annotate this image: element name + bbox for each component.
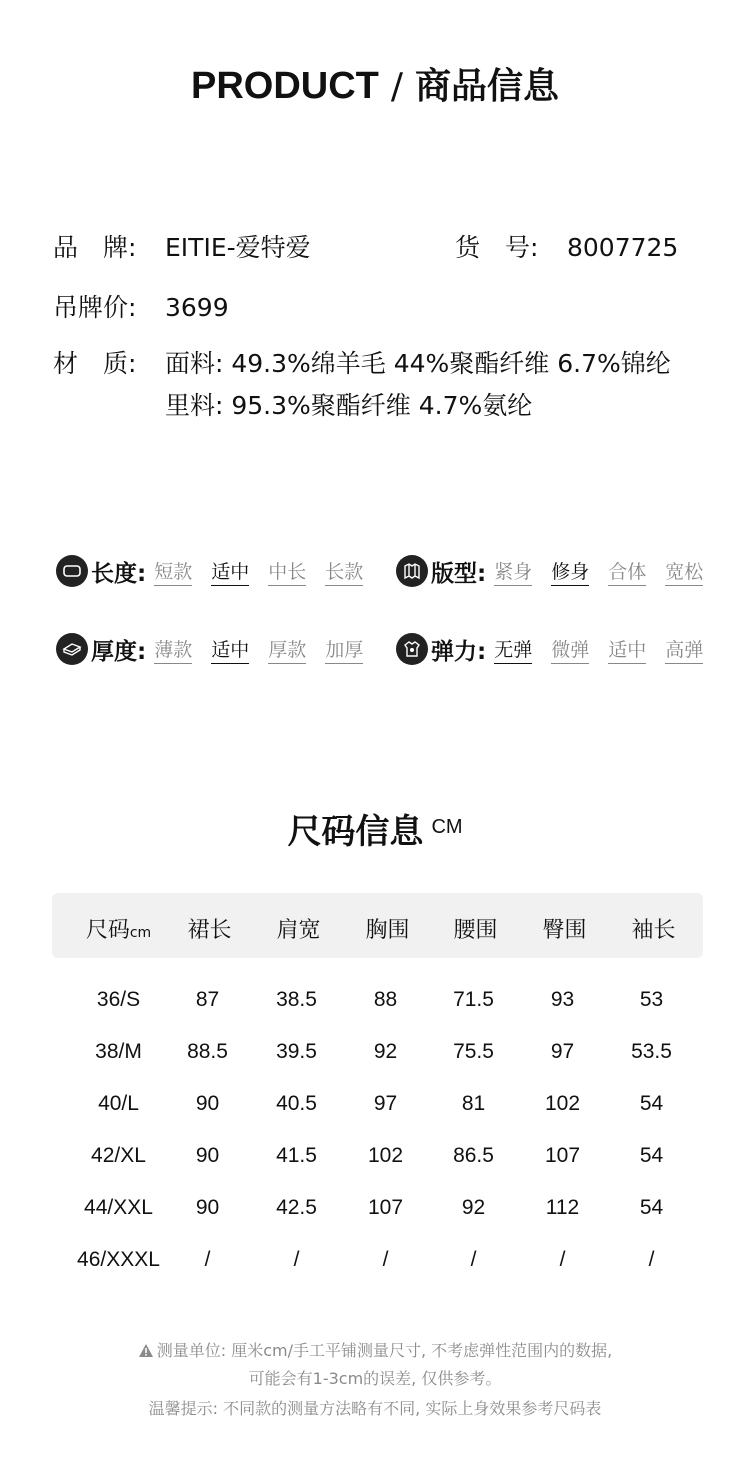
- attr-thickness-option: 薄款: [154, 635, 192, 664]
- attr-thickness-name: 厚度:: [91, 638, 147, 665]
- attr-length-option: 长款: [325, 557, 363, 586]
- table-cell: /: [648, 1248, 655, 1271]
- attr-elasticity-name: 弹力:: [431, 638, 487, 665]
- table-cell: 97: [550, 1040, 575, 1063]
- table-cell: 87: [195, 988, 220, 1011]
- brand-label: 品 牌:: [53, 233, 137, 262]
- attr-length-name: 长度:: [91, 560, 147, 587]
- table-cell: 40.5: [276, 1092, 317, 1115]
- attr-fit-option: 紧身: [494, 557, 532, 586]
- table-cell: 81: [461, 1092, 486, 1115]
- table-cell: 88: [373, 988, 398, 1011]
- price-label: 吊牌价:: [53, 293, 137, 322]
- table-cell: 44/XXL: [84, 1196, 153, 1219]
- title-separator: /: [390, 66, 403, 107]
- table-cell: 40/L: [98, 1092, 139, 1115]
- table-cell: 54: [639, 1196, 664, 1219]
- attr-elasticity-option: 适中: [608, 635, 646, 664]
- attr-fit-option: 合体: [608, 557, 646, 586]
- attr-fit-option: 宽松: [665, 557, 703, 586]
- table-cell: 107: [544, 1144, 581, 1167]
- table-cell: 39.5: [276, 1040, 317, 1063]
- header-cell: 肩宽: [276, 918, 321, 943]
- attr-fit-option: 修身: [551, 557, 589, 586]
- price-value: 3699: [165, 293, 229, 322]
- table-cell: 97: [373, 1092, 398, 1115]
- table-cell: 92: [373, 1040, 398, 1063]
- table-cell: 38.5: [276, 988, 317, 1011]
- header-cell: 裙长: [187, 918, 232, 943]
- table-cell: 90: [195, 1196, 220, 1219]
- table-cell: 90: [195, 1092, 220, 1115]
- header-unit: cm: [129, 925, 152, 941]
- attr-fit-name: 版型:: [431, 560, 487, 587]
- table-cell: 53.5: [631, 1040, 672, 1063]
- table-cell: 41.5: [276, 1144, 317, 1167]
- table-cell: 107: [367, 1196, 404, 1219]
- note-line-3: 温馨提示: 不同款的测量方法略有不同, 实际上身效果参考尺码表: [148, 1399, 602, 1418]
- table-cell: 36/S: [96, 988, 141, 1011]
- warning-icon: [138, 1343, 154, 1358]
- size-title-text: 尺码信息: [287, 812, 424, 852]
- table-cell: /: [204, 1248, 211, 1271]
- attr-length-option: 中长: [268, 557, 306, 586]
- note-line-1: [0, 1338, 750, 1361]
- table-cell: 92: [461, 1196, 486, 1219]
- attr-thickness-option: 适中: [211, 635, 249, 664]
- attr-elasticity-option: 微弹: [551, 635, 589, 664]
- material-line-1: 面料: 49.3%绵羊毛 44%聚酯纤维 6.7%锦纶: [165, 349, 671, 378]
- table-cell: 88.5: [187, 1040, 228, 1063]
- table-cell: /: [382, 1248, 389, 1271]
- table-cell: 86.5: [453, 1144, 494, 1167]
- note-line-2: 可能会有1-3cm的误差, 仅供参考。: [248, 1369, 502, 1388]
- table-cell: 42/XL: [91, 1144, 146, 1167]
- attr-thickness-option: 厚款: [268, 635, 306, 664]
- table-cell: 46/XXXL: [77, 1248, 160, 1271]
- size-title-unit: CM: [431, 816, 463, 838]
- table-cell: /: [470, 1248, 477, 1271]
- header-cell-text: 尺码: [85, 918, 130, 943]
- brand-value: EITIE-爱特爱: [165, 233, 311, 262]
- size-table-body: [52, 0, 703, 1300]
- table-cell: 71.5: [453, 988, 494, 1011]
- table-cell: 54: [639, 1092, 664, 1115]
- table-cell: 90: [195, 1144, 220, 1167]
- table-cell: /: [559, 1248, 566, 1271]
- table-cell: 42.5: [276, 1196, 317, 1219]
- header-cell: 胸围: [365, 918, 410, 943]
- header-cell: 臀围: [542, 918, 587, 943]
- attr-thickness-option: 加厚: [325, 635, 363, 664]
- attr-length-option: 适中: [211, 557, 249, 586]
- attr-length-option: 短款: [154, 557, 192, 586]
- table-cell: 102: [367, 1144, 404, 1167]
- sku-value: 8007725: [567, 233, 679, 262]
- material-line-2: 里料: 95.3%聚酯纤维 4.7%氨纶: [165, 391, 533, 420]
- header-cell: 袖长: [631, 918, 676, 943]
- table-cell: 112: [545, 1196, 580, 1219]
- table-cell: 54: [639, 1144, 664, 1167]
- table-cell: 38/M: [95, 1040, 142, 1063]
- table-cell: 93: [550, 988, 575, 1011]
- table-cell: 53: [639, 988, 664, 1011]
- header-cell: 腰围: [453, 918, 498, 943]
- sku-label: 货 号:: [455, 233, 539, 262]
- attr-elasticity-option: 无弹: [494, 635, 532, 664]
- material-label: 材 质:: [53, 349, 137, 378]
- title-cn: 商品信息: [415, 66, 560, 107]
- table-cell: 75.5: [453, 1040, 494, 1063]
- title-en: PRODUCT: [190, 65, 379, 107]
- table-cell: 102: [544, 1092, 581, 1115]
- note-text-1: 测量单位: 厘米cm/手工平铺测量尺寸, 不考虑弹性范围内的数据,: [156, 1341, 613, 1360]
- table-cell: /: [293, 1248, 300, 1271]
- attr-elasticity-option: 高弹: [665, 635, 703, 664]
